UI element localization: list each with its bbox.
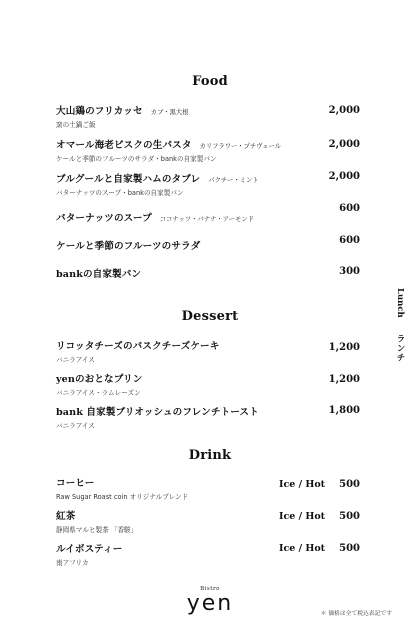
item-price: 600 xyxy=(339,203,360,214)
side-label-jp: ランチ xyxy=(395,333,405,363)
item-garnish: パクチー・ミント xyxy=(208,177,259,184)
item-price: 300 xyxy=(339,266,360,277)
drink-section-title: Drink xyxy=(188,448,232,463)
item-name: bank 自家製ブリオッシュのフレンチトースト xyxy=(56,407,259,418)
item-price: 500 xyxy=(339,543,360,554)
item-description: バニラアイス・ラムレーズン xyxy=(56,389,141,397)
item-name: ルイボスティー xyxy=(56,544,123,555)
item-name: 紅茶 xyxy=(56,511,76,522)
item-price: 2,000 xyxy=(328,139,360,150)
menu-item-drink-2 xyxy=(56,508,420,534)
item-name: ブルグールと自家製ハムのタブレ xyxy=(56,174,201,185)
item-name: リコッタチーズのバスクチーズケーキ xyxy=(56,341,220,352)
food-section-title: Food xyxy=(192,74,228,89)
item-name: 大山鶏のフリカッセ xyxy=(56,106,143,117)
tax-footnote: ＊ 価格は全て税込表記です xyxy=(320,611,392,617)
menu-item-dessert-2 xyxy=(56,371,420,397)
side-label xyxy=(393,288,407,362)
item-temperature: Ice / Hot xyxy=(279,479,326,490)
item-temperature: Ice / Hot xyxy=(279,511,326,522)
menu-item-dessert-1 xyxy=(56,338,420,364)
item-temperature: Ice / Hot xyxy=(279,543,326,554)
menu-item-food-5 xyxy=(56,238,420,252)
item-price: 1,200 xyxy=(328,374,360,385)
item-price: 500 xyxy=(339,511,360,522)
item-description: ケールと季節のフルーツのサラダ・bankの自家製パン xyxy=(56,155,217,163)
item-description: 南アフリカ xyxy=(56,559,89,567)
item-description: バニラアイス xyxy=(56,422,95,430)
item-price: 2,000 xyxy=(328,105,360,116)
menu-item-food-2 xyxy=(56,137,420,163)
menu-item-food-1 xyxy=(56,103,420,129)
item-description: バニラアイス xyxy=(56,356,95,364)
item-name: ケールと季節のフルーツのサラダ xyxy=(56,241,201,252)
item-price: 500 xyxy=(339,479,360,490)
bistro-yen-logo xyxy=(160,586,260,616)
dessert-section-title: Dessert xyxy=(181,309,239,324)
item-price: 1,200 xyxy=(328,342,360,353)
menu-item-dessert-3 xyxy=(56,404,420,430)
logo-subtitle: Bistro xyxy=(200,586,220,592)
item-description: 窯の土鍋ご飯 xyxy=(56,121,96,129)
item-garnish: カブ・黒大根 xyxy=(150,109,189,116)
item-price: 1,800 xyxy=(328,405,360,416)
menu-item-drink-1 xyxy=(56,475,420,501)
menu-item-food-4 xyxy=(56,210,420,224)
item-name: コーヒー xyxy=(56,478,95,489)
menu-item-drink-3 xyxy=(56,541,420,567)
logo-wordmark: yen xyxy=(186,591,234,616)
item-garnish: ココナッツ・バナナ・アーモンド xyxy=(159,216,254,223)
item-name: bankの自家製パン xyxy=(56,269,142,280)
item-description: Raw Sugar Roast coin オリジナルブレンド xyxy=(56,493,189,501)
side-label-en: Lunch xyxy=(395,288,405,318)
item-name: オマール海老ビスクの生パスタ xyxy=(56,140,192,151)
item-name: yenのおとなプリン xyxy=(56,374,143,385)
item-garnish: カリフラワー・プチヴェール xyxy=(199,143,282,150)
item-description: 静岡県マルヒ製茶 「香駿」 xyxy=(56,526,138,534)
menu-item-food-3 xyxy=(56,171,420,197)
item-price: 600 xyxy=(339,235,360,246)
item-name: バターナッツのスープ xyxy=(56,213,152,224)
item-description: バターナッツのスープ・bankの自家製パン xyxy=(56,189,184,197)
item-price: 2,000 xyxy=(328,171,360,182)
menu-item-food-6 xyxy=(56,266,420,280)
